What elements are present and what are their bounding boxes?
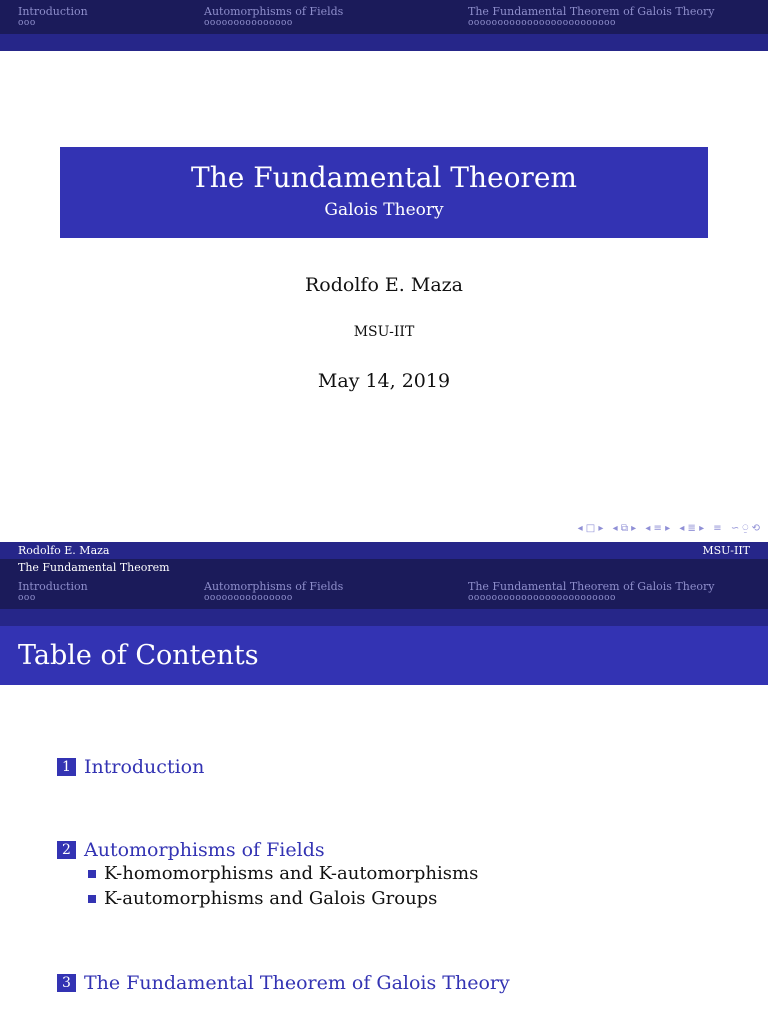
toc-subitem[interactable]: K-automorphisms and Galois Groups — [88, 888, 437, 909]
toc-number: 3 — [57, 974, 76, 992]
top-nav-bar — [0, 0, 768, 34]
nav-dots[interactable]: ooooooooooooooo — [204, 593, 293, 603]
toc-link[interactable]: Introduction — [84, 756, 205, 778]
presentation-subtitle: Galois Theory — [324, 200, 444, 220]
toc-number: 1 — [57, 758, 76, 776]
nav-align-icon[interactable]: ≡ — [713, 523, 722, 534]
frame-title: Table of Contents — [18, 640, 259, 671]
nav-section-fundamental-theorem[interactable]: The Fundamental Theorem of Galois Theory ooooooooooooooooooooooooo — [468, 5, 715, 28]
nav-section-automorphisms[interactable]: Automorphisms of Fields ooooooooooooooo — [204, 580, 344, 603]
toc-link[interactable]: Automorphisms of Fields — [84, 839, 325, 861]
nav-section-introduction[interactable]: Introduction ooo — [18, 580, 88, 603]
frame-title-bar — [0, 626, 768, 685]
presentation-title: The Fundamental Theorem — [191, 161, 577, 194]
toc-subitem[interactable]: K-homomorphisms and K-automorphisms — [88, 863, 478, 884]
nav-dots[interactable]: ooooooooooooooo — [204, 18, 293, 28]
top-nav-bar — [0, 575, 768, 609]
nav-subsection-strip — [0, 34, 768, 51]
nav-dots[interactable]: ooooooooooooooooooooooooo — [468, 593, 616, 603]
footer-institute: MSU-IIT — [702, 544, 750, 557]
bullet-square-icon — [88, 870, 96, 878]
toc-item-1[interactable] — [57, 756, 204, 778]
toc-number: 2 — [57, 841, 76, 859]
nav-frame-icon[interactable]: ◂ ⧉ ▸ — [612, 523, 637, 534]
toc-slide — [0, 575, 768, 1024]
footer-author: Rodolfo E. Maza — [18, 544, 110, 557]
title-block — [60, 147, 708, 238]
author-name: Rodolfo E. Maza — [304, 274, 463, 296]
nav-section-icon[interactable]: ◂ ≣ ▸ — [679, 523, 705, 534]
institute: MSU-IIT — [353, 324, 415, 340]
nav-section-fundamental-theorem[interactable]: The Fundamental Theorem of Galois Theory ooooooooooooooooooooooooo — [468, 580, 715, 603]
nav-subsection-strip — [0, 609, 768, 626]
presentation-date: May 14, 2019 — [317, 370, 451, 392]
toc-link[interactable]: The Fundamental Theorem of Galois Theory — [84, 972, 510, 994]
footer-short-title: The Fundamental Theorem — [18, 561, 170, 574]
bullet-square-icon — [88, 895, 96, 903]
toc-item-3[interactable] — [57, 972, 510, 994]
nav-dots[interactable]: ooo — [18, 593, 36, 603]
nav-dots[interactable]: ooooooooooooooooooooooooo — [468, 18, 616, 28]
toc-item-2[interactable] — [57, 839, 325, 861]
nav-subsection-icon[interactable]: ◂ ≡ ▸ — [645, 523, 671, 534]
nav-dots[interactable]: ooo — [18, 18, 36, 28]
nav-section-introduction[interactable]: Introduction ooo — [18, 5, 88, 28]
nav-search-icon[interactable]: ∽ ⍜ ⟲ — [730, 523, 760, 534]
footline-title — [0, 559, 768, 575]
nav-section-automorphisms[interactable]: Automorphisms of Fields ooooooooooooooo — [204, 5, 344, 28]
nav-frame-left-icon[interactable]: ◂ □ ▸ — [577, 523, 604, 534]
footline-author — [0, 542, 768, 559]
navigation-symbols — [572, 523, 760, 534]
